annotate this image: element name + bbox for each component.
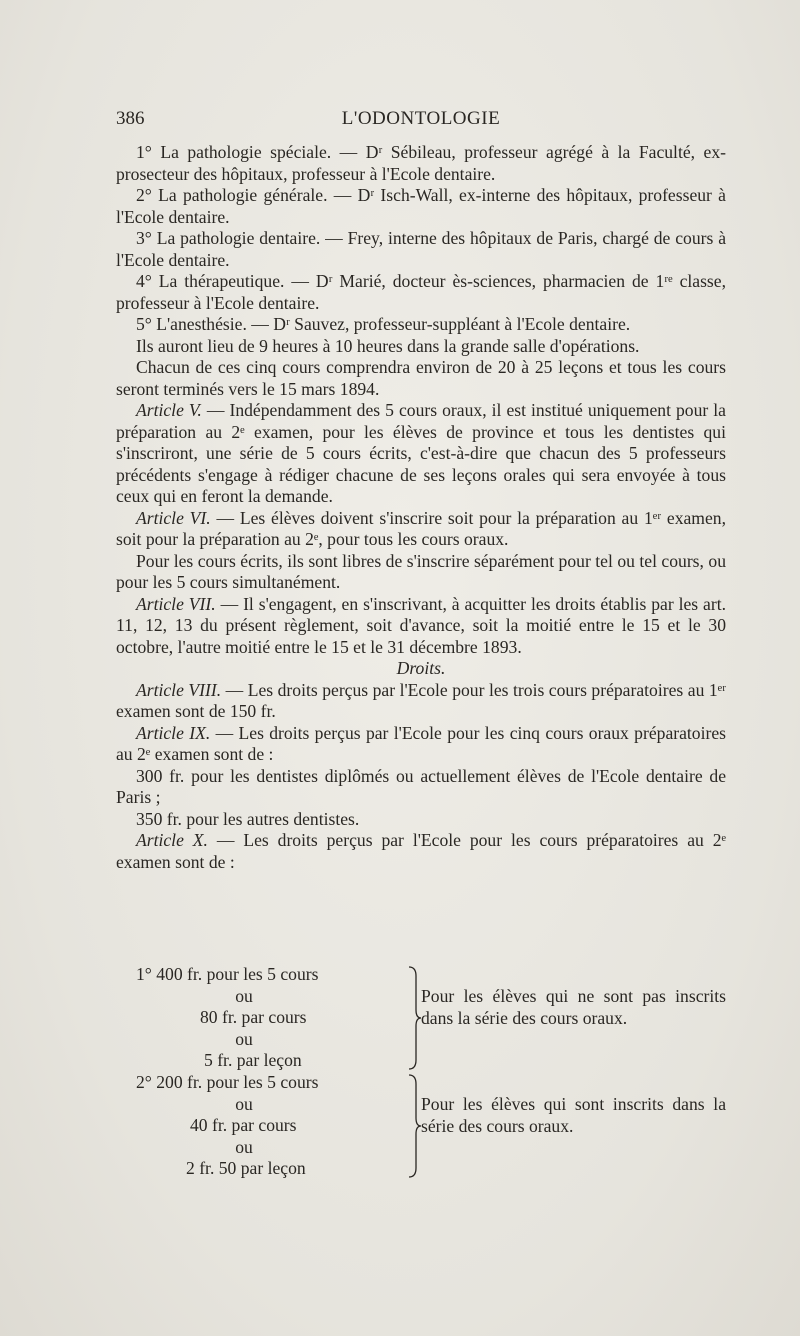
paragraph-anesthesie: 5° L'anesthésie. — Dʳ Sauvez, professeur-suppléant à l'Ecole dentaire. <box>136 314 631 334</box>
fee-line: ou <box>235 985 253 1006</box>
fee-line: 2° 200 fr. pour les 5 cours <box>136 1072 319 1092</box>
page-body <box>116 142 726 873</box>
fee-group-1 <box>116 964 372 1072</box>
fee-line: ou <box>235 1136 253 1157</box>
fee-note-2: Pour les élèves qui sont inscrits dans la série des cours oraux. <box>421 1094 726 1136</box>
paragraph-therapeutique: 4° La thérapeutique. — Dʳ Marié, docteur ès-sciences, pharmacien de 1ʳᵉ classe, professeur à l'Ecole dentaire. <box>116 271 726 313</box>
brace-icon <box>406 1074 422 1178</box>
article-text: — Il s'engagent, en s'inscrivant, à acquitter les droits établis par les art. 11, 12, 13 du présent règlement, soit d'avance, soit la moitié entre le 15 et le 30 octobre, l'autre moitié entre le 15 et le 31 décembre 1893. <box>116 593 726 657</box>
fee-line: 5 fr. par leçon <box>204 1050 302 1070</box>
paragraph-tarif-diplomes: 300 fr. pour les dentistes diplômés ou actuellement élèves de l'Ecole dentaire de Paris ; <box>116 765 726 807</box>
paragraph-pathologie-speciale: 1° La pathologie spéciale. — Dʳ Sébileau, professeur agrégé à la Faculté, ex-prosecteur des hôpitaux, professeur à l'Ecole dentaire. <box>116 142 726 184</box>
article-text: — Les droits perçus par l'Ecole pour les trois cours préparatoires au 1ᵉʳ examen sont de 150 fr. <box>116 679 727 721</box>
article-text: — Les élèves doivent s'inscrire soit pour la préparation au 1ᵉʳ examen, soit pour la préparation au 2ᵉ, pour tous les cours oraux. <box>116 507 726 549</box>
paragraph-article-v <box>116 400 726 508</box>
paragraph-article-viii <box>116 680 726 723</box>
running-title: L'ODONTOLOGIE <box>341 108 501 129</box>
article-label: Article VIII. <box>136 679 222 700</box>
article-text: — Indépendamment des 5 cours oraux, il est institué uniquement pour la préparation au 2ᵉ examen, pour les élèves de province et tous les dentistes qui s'inscriront, une série de 5 cours écrits, c'est-à-dire que chacun des 5 professeurs précédents s'engage à rédiger chacune de ses leçons orales qui sera envoyée à tous ceux qui en feront la demande. <box>116 400 726 506</box>
fee-note-1: Pour les élèves qui ne sont pas inscrits dans la série des cours oraux. <box>421 986 726 1028</box>
fee-line: ou <box>235 1093 253 1114</box>
paragraph-pathologie-generale: 2° La pathologie générale. — Dʳ Isch-Wall, ex-interne des hôpitaux, professeur à l'Ecole dentaire. <box>116 185 726 227</box>
page-header <box>116 108 726 134</box>
paragraph-horaire: Ils auront lieu de 9 heures à 10 heures dans la grande salle d'opérations. <box>136 335 640 356</box>
paragraph-article-vi <box>116 508 726 551</box>
article-label: Article IX. <box>136 722 211 743</box>
article-label: Article VI. <box>136 507 211 528</box>
fee-line: 2 fr. 50 par leçon <box>186 1158 306 1178</box>
fees-table <box>116 964 726 1180</box>
paragraph-pathologie-dentaire: 3° La pathologie dentaire. — Frey, interne des hôpitaux de Paris, chargé de cours à l'Ecole dentaire. <box>116 228 726 270</box>
paragraph-article-ix <box>116 723 726 766</box>
page-number: 386 <box>116 108 145 129</box>
article-label: Article V. <box>136 400 202 420</box>
fee-group-2 <box>116 1072 372 1180</box>
paragraph-tarif-autres: 350 fr. pour les autres dentistes. <box>136 808 360 829</box>
fee-line: 80 fr. par cours <box>200 1007 307 1027</box>
article-label: Article X. <box>136 830 208 850</box>
fee-line: ou <box>235 1028 253 1049</box>
article-text: — Les droits perçus par l'Ecole pour les cours préparatoires au 2ᵉ examen sont de : <box>116 830 727 872</box>
fee-line: 1° 400 fr. pour les 5 cours <box>136 964 319 984</box>
paragraph-lecons: Chacun de ces cinq cours comprendra environ de 20 à 25 leçons et tous les cours seront terminés vers le 15 mars 1894. <box>116 357 726 399</box>
paragraph-cours-ecrits: Pour les cours écrits, ils sont libres de s'inscrire séparément pour tel ou tel cours, ou pour les 5 cours simultanément. <box>116 550 726 592</box>
article-text: — Les droits perçus par l'Ecole pour les cinq cours oraux préparatoires au 2ᵉ examen sont de : <box>116 722 727 764</box>
paragraph-article-vii <box>116 594 726 659</box>
brace-icon <box>406 966 422 1070</box>
article-label: Article VII. <box>136 593 216 614</box>
section-heading-droits: Droits. <box>396 658 446 678</box>
fee-line: 40 fr. par cours <box>190 1115 297 1135</box>
paragraph-article-x <box>116 830 726 873</box>
